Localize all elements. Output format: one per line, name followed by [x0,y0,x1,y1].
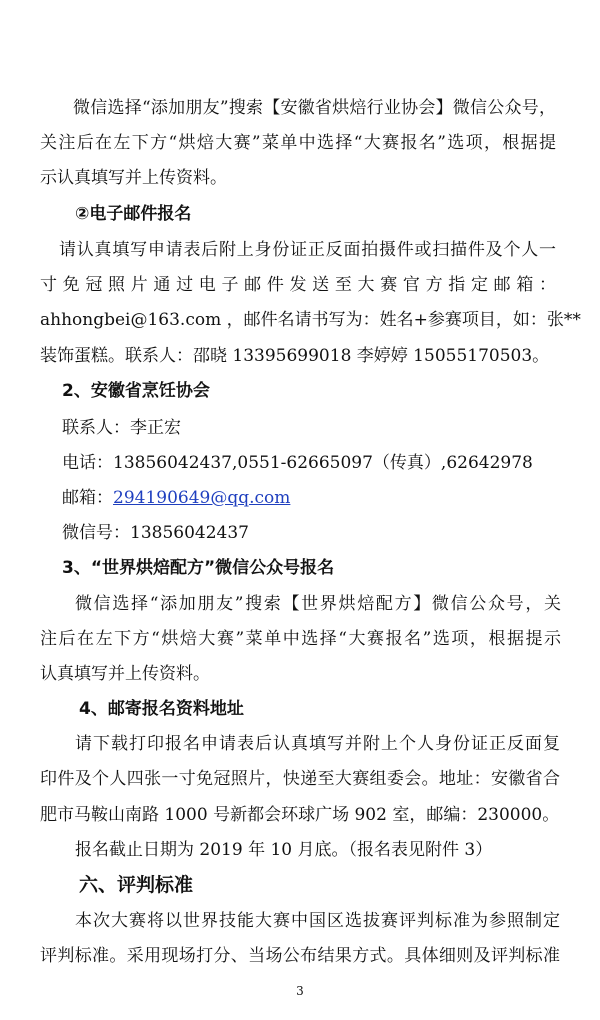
section-3-heading: 3、“世界烘焙配方”微信公众号报名 [62,558,335,578]
email-para-line-4: 装饰蛋糕。联系人：邵晓 13395699018 李婷婷 15055170503。 [40,346,550,366]
section-2-contact: 联系人：李正宏 [62,418,181,438]
section-4-line-1: 请下载打印报名申请表后认真填写并附上个人身份证正反面复 [75,734,560,754]
section-3-line-1: 微信选择“添加朋友”搜索【世界烘焙配方】微信公众号，关 [75,594,561,614]
section-2-email-link[interactable]: 294190649@qq.com [113,488,291,508]
section-6-line-1: 本次大赛将以世界技能大赛中国区选拔赛评判标准为参照制定 [75,911,560,931]
page-number: 3 [296,984,304,998]
wechat-para-line-2: 关注后在左下方“烘焙大赛”菜单中选择“大赛报名”选项，根据提 [40,133,556,153]
section-6-heading: 六、评判标准 [79,874,194,896]
email-registration-heading: ②电子邮件报名 [75,204,192,224]
section-4-line-2: 印件及个人四张一寸免冠照片，快递至大赛组委会。地址：安徽省合 [40,769,560,789]
section-4-deadline: 报名截止日期为 2019 年 10 月底。（报名表见附件 3） [75,840,493,860]
section-6-line-2: 评判标准。采用现场打分、当场公布结果方式。具体细则及评判标准 [40,946,560,966]
wechat-para-line-1: 微信选择“添加朋友”搜索【安徽省烘焙行业协会】微信公众号， [73,98,556,118]
email-para-line-3: ahhongbei@163.com ，邮件名请书写为：姓名+参赛项目，如：张** [40,310,581,330]
section-3-line-3: 认真填写并上传资料。 [40,664,210,684]
section-2-email [62,487,290,509]
section-4-line-3: 肥市马鞍山南路 1000 号新都会环球广场 902 室，邮编：230000。 [40,805,560,825]
section-2-phone: 电话：13856042437,0551-62665097（传真）,62642978 [62,453,533,473]
section-3-line-2: 注后在左下方“烘焙大赛”菜单中选择“大赛报名”选项，根据提示 [40,629,561,649]
section-2-wechat: 微信号：13856042437 [62,523,249,543]
email-para-line-2: 寸免冠照片通过电子邮件发送至大赛官方指定邮箱： [40,275,556,295]
wechat-para-line-3: 示认真填写并上传资料。 [40,168,227,188]
section-2-heading: 2、安徽省烹饪协会 [62,381,210,401]
email-para-line-1: 请认真填写申请表后附上身份证正反面拍摄件或扫描件及个人一 [59,240,556,260]
section-2-email-label: 邮箱： [62,488,113,508]
section-4-heading: 4、邮寄报名资料地址 [79,699,244,719]
